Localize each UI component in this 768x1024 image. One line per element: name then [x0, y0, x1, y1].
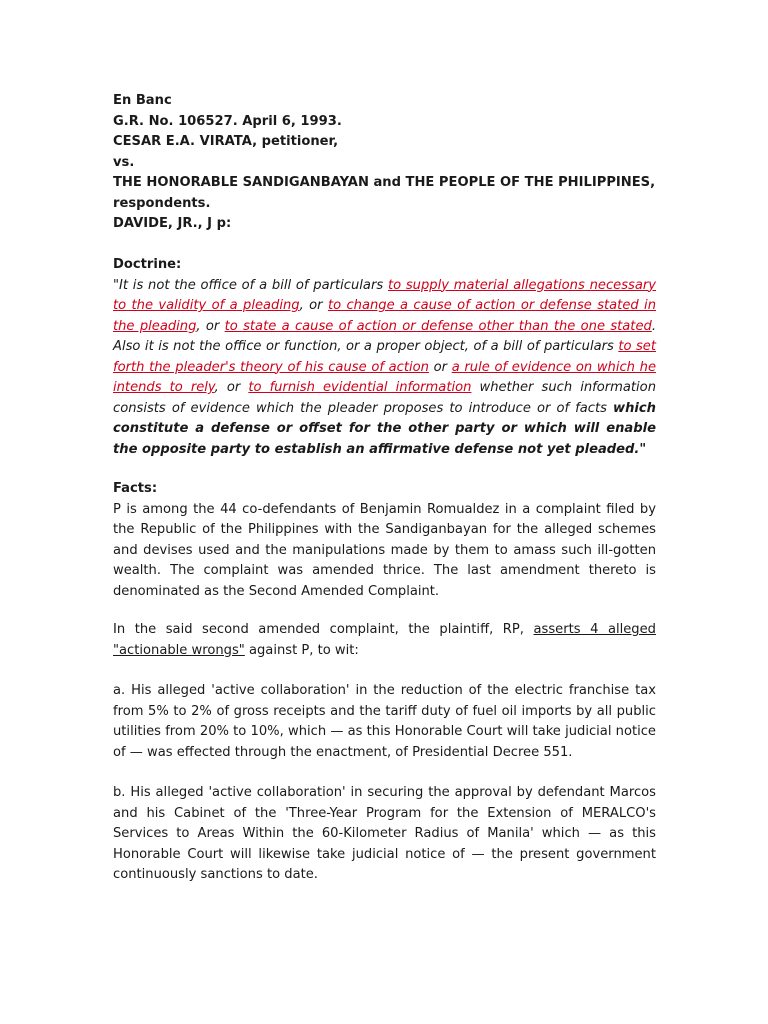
doctrine-highlight-1: to supply material allegations necessary to the validity of a pleading	[113, 277, 656, 313]
petitioner-line: CESAR E.A. VIRATA, petitioner,	[113, 134, 339, 149]
ponente-line: DAVIDE, JR., J p:	[113, 216, 232, 231]
facts-paragraph-2-text-b: against P, to wit:	[244, 642, 359, 658]
respondents-line: THE HONORABLE SANDIGANBAYAN and THE PEOPLE OF THE PHILIPPINES,	[113, 175, 656, 190]
versus-line: vs.	[113, 154, 135, 170]
doctrine-bold-text: which constitute a defense or offset for the other party or which will enable the opposite party to establish an affirmative defense not yet pleaded."	[113, 400, 656, 457]
facts-heading: Facts:	[113, 481, 158, 496]
case-header	[113, 91, 656, 235]
doctrine-section	[113, 255, 656, 460]
facts-section	[113, 479, 656, 602]
facts-paragraph-1: P is among the 44 co-defendants of Benjamin Romualdez in a complaint filed by the Republic of the Philippines with the Sandiganbayan for the alleged schemes and devises used and the manipulations made by them to amass such ill-gotten wealth. The complaint was amended thrice. The last amendment thereto is denominated as the Second Amended Complaint.	[113, 501, 656, 599]
doctrine-text-6: , or	[214, 380, 249, 395]
case-number-line: G.R. No. 106527. April 6, 1993.	[113, 113, 342, 129]
doctrine-text-7: whether such information consists of evidence which the pleader proposes to introduce or of facts	[113, 380, 656, 416]
doctrine-text-1: "It is not the office of a bill of particulars	[113, 277, 388, 293]
division-line: En Banc	[113, 93, 172, 108]
facts-item-a: a. His alleged 'active collaboration' in the reduction of the electric franchise tax from 5% to 2% of gross receipts and the tariff duty of fuel oil imports by all public utilities from 20% to 10%, which — as this Honorable Court will take judicial notice of — was effected through the enactment, of Presidential Decree 551.	[113, 683, 656, 760]
doctrine-highlight-2: to change a cause of action or defense stated in the pleading	[113, 298, 656, 334]
respondents-line-cont: respondents.	[113, 195, 211, 211]
facts-paragraph-2	[113, 620, 656, 661]
doctrine-highlight-6: to furnish evidential information	[248, 380, 472, 395]
doctrine-text-5: or	[428, 359, 452, 375]
facts-item-b: b. His alleged 'active collaboration' in securing the approval by defendant Marcos and his Cabinet of the 'Three-Year Program for the Extension of MERALCO's Services to Areas Within the 60-Kilometer Radius of Manila' which — as this Honorable Court will likewise take judicial notice of — the present government continuously sanctions to date.	[113, 785, 656, 882]
facts-paragraph-2-text-a: In the said second amended complaint, the plaintiff, RP,	[113, 622, 534, 637]
doctrine-text-3: , or	[196, 318, 225, 334]
doctrine-text-4: . Also it is not the office or function, or a proper object, of a bill of particulars	[113, 318, 656, 354]
doctrine-text	[113, 276, 656, 461]
doctrine-highlight-4: to set forth the pleader's theory of his cause of action	[113, 339, 656, 375]
doctrine-highlight-3: to state a cause of action or defense other than the one stated	[224, 318, 652, 334]
doctrine-highlight-5: a rule of evidence on which he intends to rely	[113, 359, 656, 395]
doctrine-heading: Doctrine:	[113, 257, 182, 272]
doctrine-text-2: , or	[299, 298, 328, 313]
actionable-wrongs-underline: asserts 4 alleged "actionable wrongs"	[113, 622, 656, 658]
